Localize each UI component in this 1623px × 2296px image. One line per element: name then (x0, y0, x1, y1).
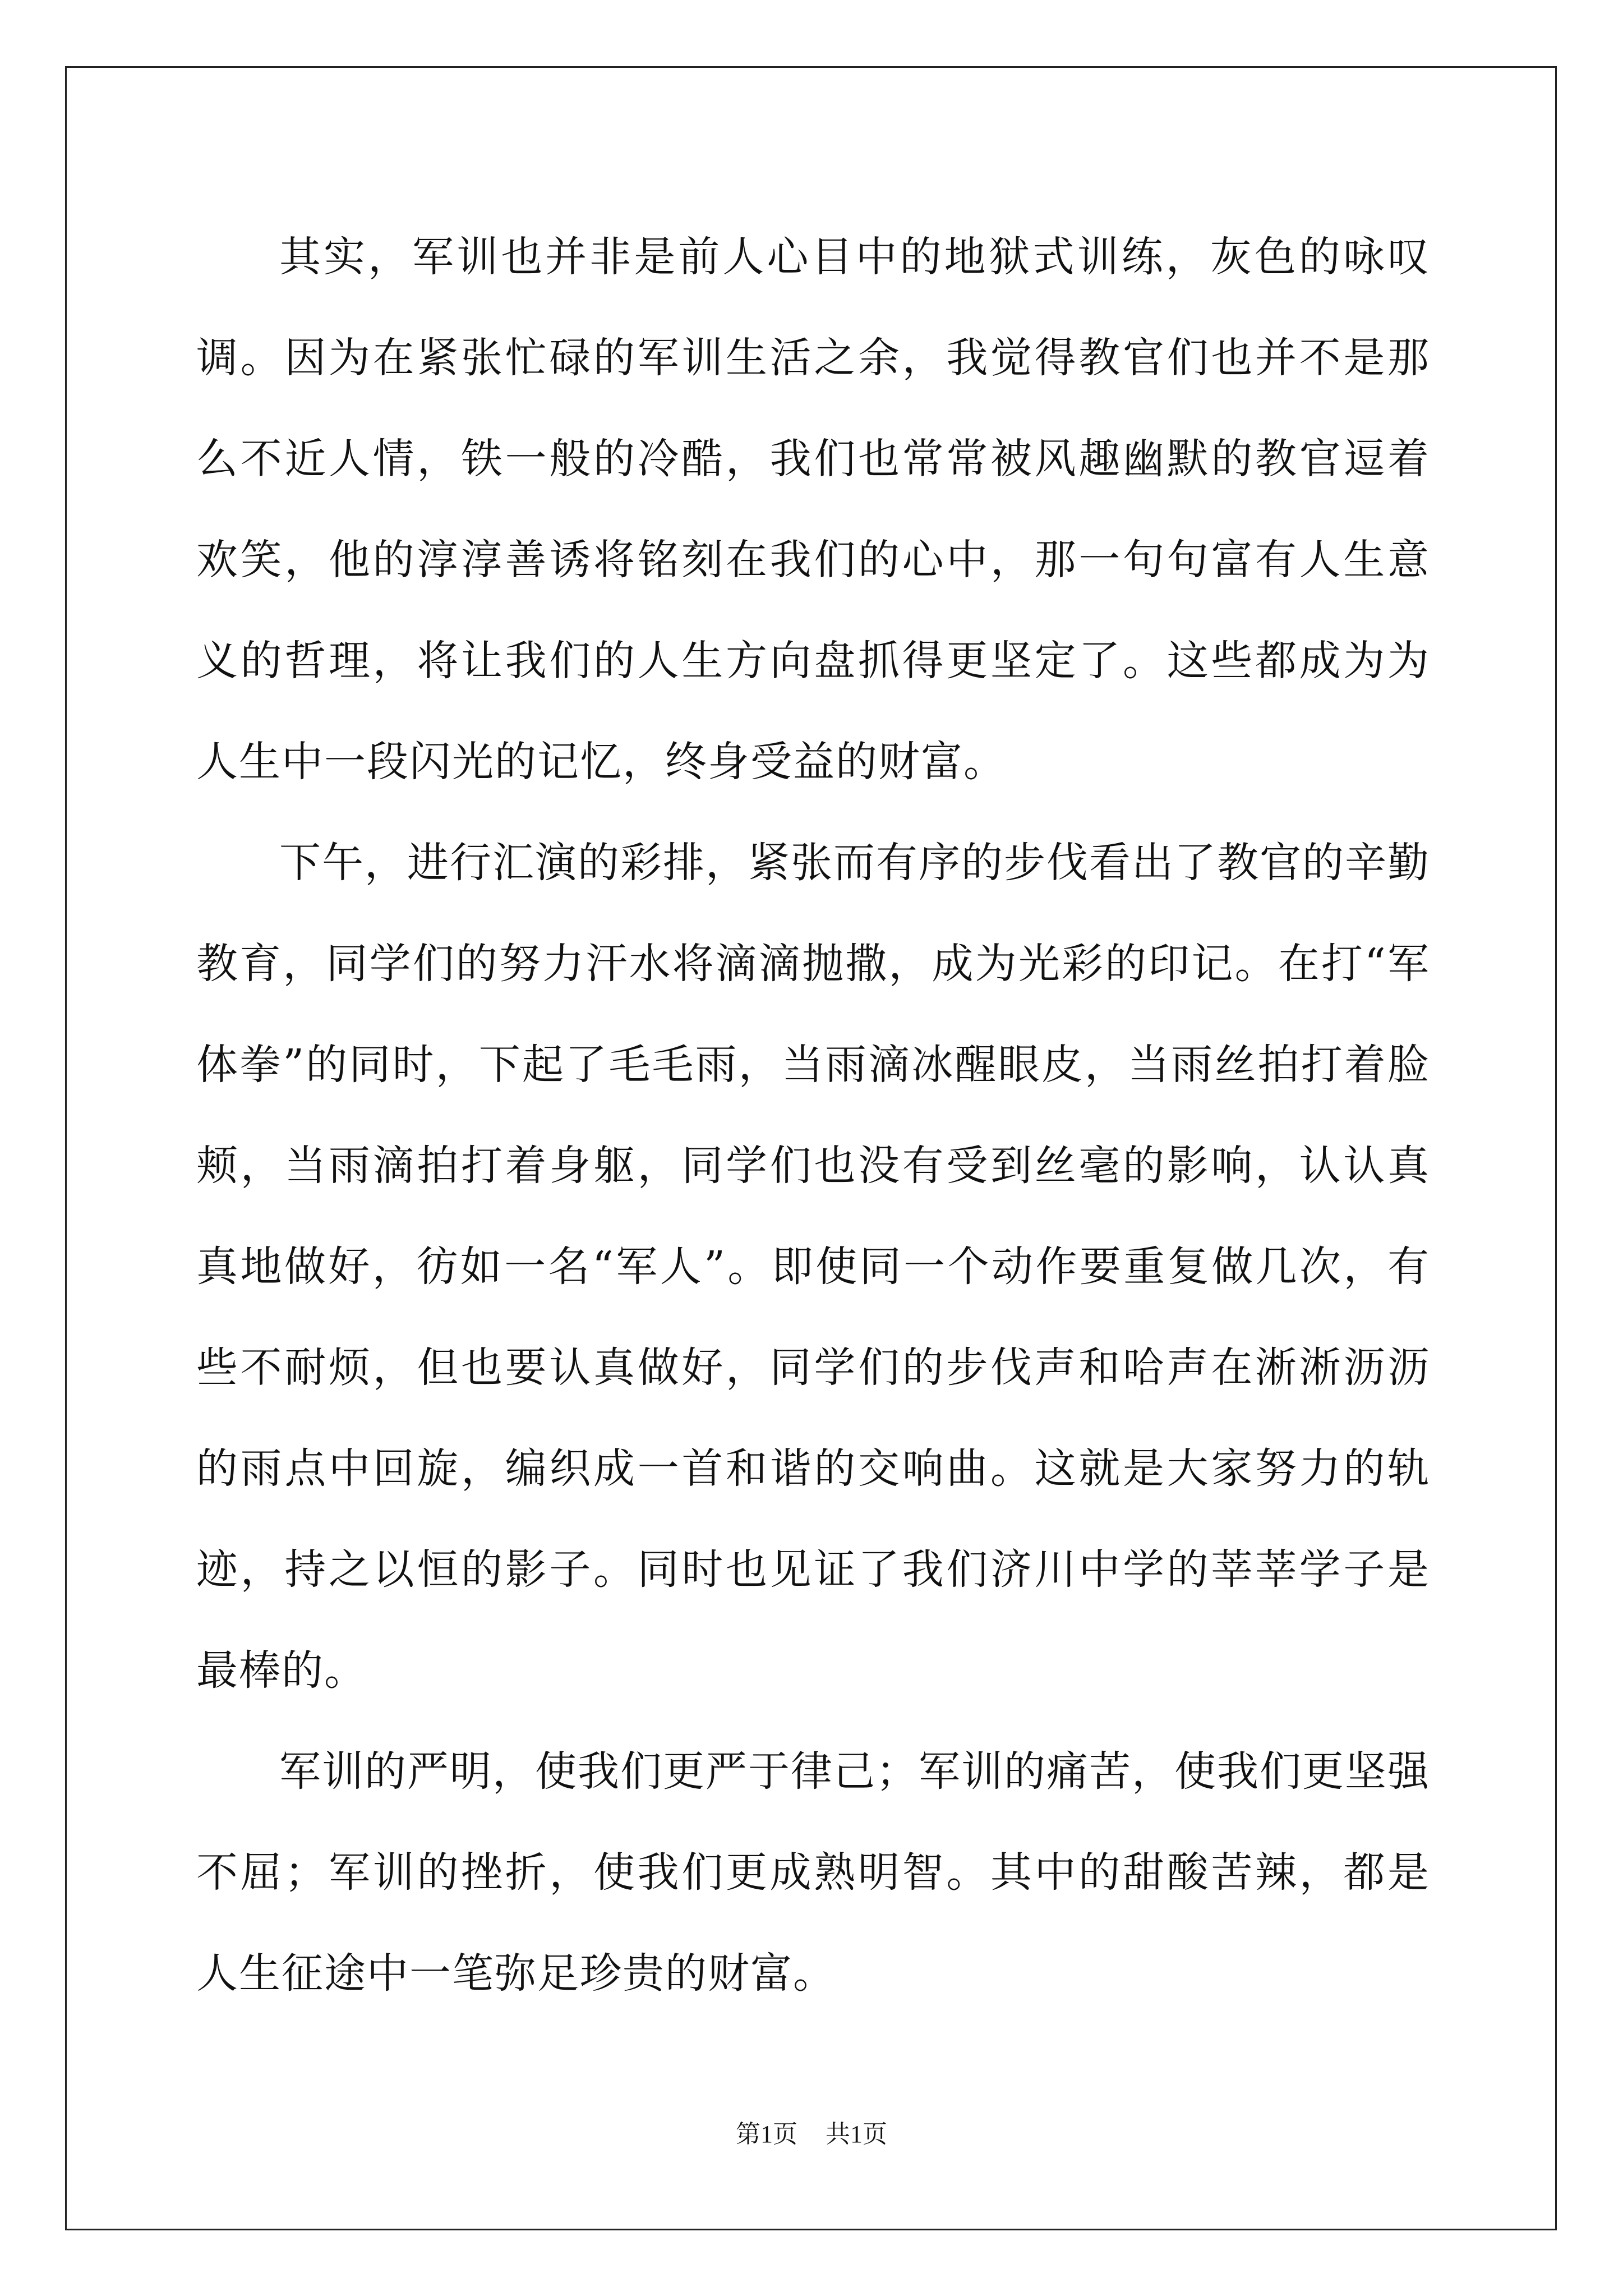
document-body (196, 206, 1430, 2024)
page-footer (0, 2114, 1623, 2150)
paragraph-3: 军训的严明，使我们更严于律己；军训的痛苦，使我们更坚强不屈；军训的挫折，使我们更成熟明智。其中的甜酸苦辣，都是人生征途中一笔弥足珍贵的财富。 (196, 1747, 1430, 1998)
paragraph-1: 其实，军训也并非是前人心目中的地狱式训练，灰色的咏叹调。因为在紧张忙碌的军训生活之余，我觉得教官们也并不是那么不近人情，铁一般的冷酷，我们也常常被风趣幽默的教官逗着欢笑，他的淳淳善诱将铭刻在我们的心中，那一句句富有人生意义的哲理，将让我们的人生方向盘抓得更坚定了。这些都成为为人生中一段闪光的记忆，终身受益的财富。 (196, 233, 1430, 786)
paragraph-2: 下午，进行汇演的彩排，紧张而有序的步伐看出了教官的辛勤教育，同学们的努力汗水将滴滴抛撒，成为光彩的印记。在打“军体拳”的同时，下起了毛毛雨，当雨滴冰醒眼皮，当雨丝拍打着脸颊，当雨滴拍打着身躯，同学们也没有受到丝毫的影响，认认真真地做好，彷如一名“军人”。即使同一个动作要重复做几次，有些不耐烦，但也要认真做好，同学们的步伐声和哈声在淅淅沥沥的雨点中回旋，编织成一首和谐的交响曲。这就是大家努力的轨迹，持之以恒的影子。同时也见证了我们济川中学的莘莘学子是最棒的。 (196, 839, 1430, 1695)
page-total: 共1页 (826, 2120, 887, 2148)
page-number: 第1页 (736, 2120, 797, 2148)
